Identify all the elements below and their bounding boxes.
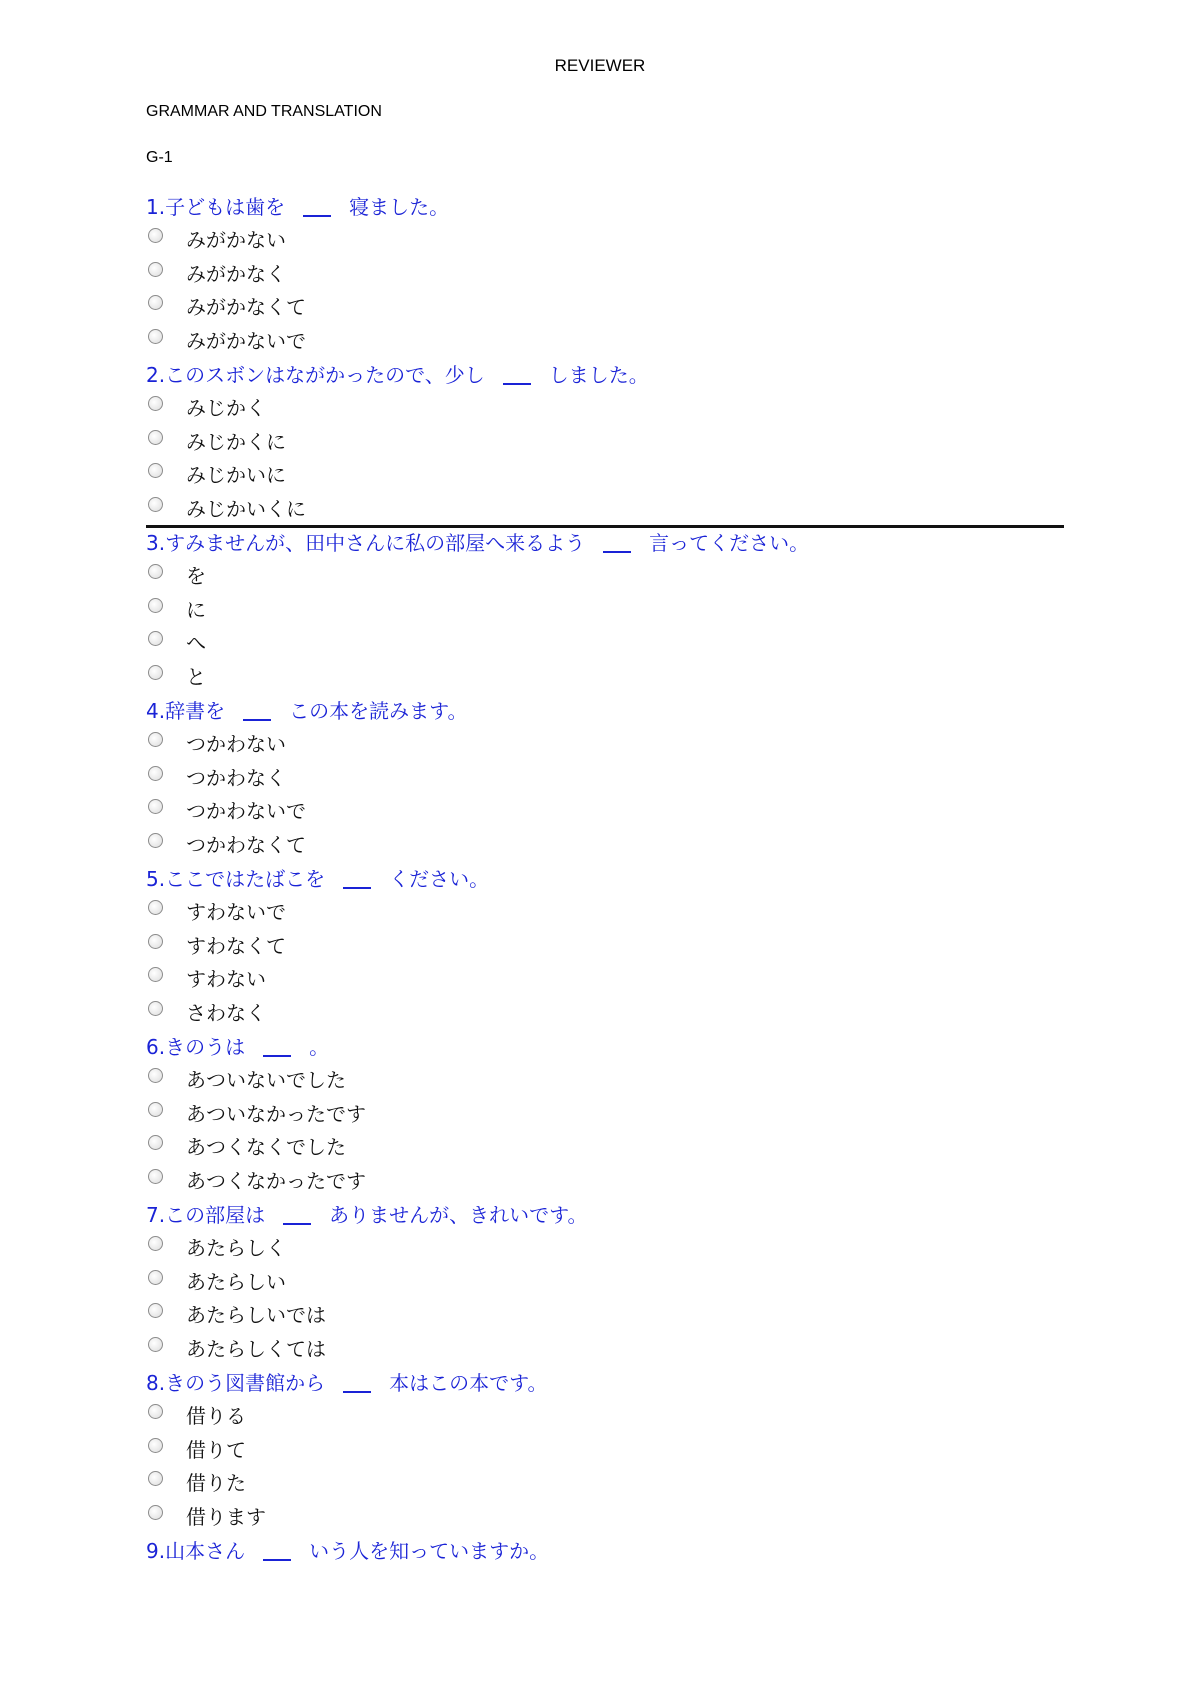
radio-button[interactable] bbox=[148, 732, 163, 747]
choice-label: つかわない bbox=[186, 732, 286, 756]
answer-blank bbox=[263, 1041, 291, 1057]
question-text-after: ください。 bbox=[389, 867, 490, 891]
answer-choice[interactable] bbox=[146, 325, 1066, 359]
question-number: 7. bbox=[146, 1203, 166, 1227]
radio-button[interactable] bbox=[148, 1505, 163, 1520]
question-1 bbox=[146, 190, 1066, 224]
choice-label: みじかく bbox=[186, 396, 266, 420]
radio-button[interactable] bbox=[148, 1471, 163, 1486]
question-8 bbox=[146, 1366, 1066, 1400]
choice-label: あつくなかったです bbox=[186, 1168, 366, 1193]
choice-label: すわないで bbox=[186, 900, 286, 924]
choice-label: みじかくに bbox=[186, 429, 286, 454]
answer-choice[interactable] bbox=[146, 1501, 1066, 1535]
choice-label: あたらしく bbox=[186, 1236, 286, 1260]
choice-label: へ bbox=[186, 631, 206, 655]
question-9 bbox=[146, 1534, 1066, 1568]
radio-button[interactable] bbox=[148, 1236, 163, 1251]
question-number: 6. bbox=[146, 1035, 166, 1059]
choice-label: と bbox=[186, 664, 206, 689]
answer-choice[interactable] bbox=[146, 1299, 1066, 1333]
question-number: 4. bbox=[146, 699, 166, 723]
question-4 bbox=[146, 694, 1066, 728]
answer-choice[interactable] bbox=[146, 930, 1066, 964]
radio-button[interactable] bbox=[148, 430, 163, 445]
answer-choice[interactable] bbox=[146, 426, 1066, 460]
answer-blank bbox=[243, 705, 271, 721]
question-text-after: 寝ました。 bbox=[349, 195, 450, 219]
radio-button[interactable] bbox=[148, 564, 163, 579]
radio-button[interactable] bbox=[148, 967, 163, 982]
choice-label: 借りて bbox=[186, 1437, 246, 1462]
choice-label: あつくなくでした bbox=[186, 1135, 346, 1159]
answer-choice[interactable] bbox=[146, 594, 1066, 628]
question-text-before: 山本さん bbox=[165, 1539, 246, 1563]
question-text-before: すみませんが、田中さんに私の部屋へ来るよう bbox=[165, 531, 586, 555]
answer-choice[interactable] bbox=[146, 1232, 1066, 1266]
choice-label: 借りた bbox=[186, 1471, 246, 1495]
radio-button[interactable] bbox=[148, 1001, 163, 1016]
answer-choice[interactable] bbox=[146, 896, 1066, 930]
radio-button[interactable] bbox=[148, 1102, 163, 1117]
choice-label: みがかないで bbox=[186, 328, 306, 353]
radio-button[interactable] bbox=[148, 1337, 163, 1352]
choice-label: みがかない bbox=[186, 228, 286, 252]
answer-choice[interactable] bbox=[146, 1165, 1066, 1199]
question-text-after: 本はこの本です。 bbox=[389, 1371, 548, 1395]
choice-label: を bbox=[186, 564, 206, 588]
question-3 bbox=[146, 526, 1066, 560]
answer-choice[interactable] bbox=[146, 560, 1066, 594]
answer-choice[interactable] bbox=[146, 1333, 1066, 1367]
question-text-before: きのうは bbox=[165, 1035, 246, 1059]
question-text-after: 。 bbox=[309, 1035, 330, 1059]
choice-label: あたらしいでは bbox=[186, 1303, 326, 1327]
answer-choice[interactable] bbox=[146, 392, 1066, 426]
answer-choice[interactable] bbox=[146, 963, 1066, 997]
answer-choice[interactable] bbox=[146, 1098, 1066, 1132]
answer-blank bbox=[603, 537, 631, 553]
question-number: 2. bbox=[146, 363, 166, 387]
radio-button[interactable] bbox=[148, 1303, 163, 1318]
radio-button[interactable] bbox=[148, 833, 163, 848]
section-heading: GRAMMAR AND TRANSLATION bbox=[146, 103, 382, 120]
question-text-before: きのう図書館から bbox=[165, 1371, 326, 1395]
question-5 bbox=[146, 862, 1066, 896]
choice-label: つかわなくて bbox=[186, 832, 306, 857]
choice-label: あついなかったです bbox=[186, 1101, 366, 1126]
choice-label: 借ります bbox=[186, 1504, 266, 1529]
answer-blank bbox=[503, 369, 531, 385]
choice-label: さわなく bbox=[186, 1000, 266, 1025]
radio-button[interactable] bbox=[148, 1270, 163, 1285]
choice-label: 借りる bbox=[186, 1404, 246, 1428]
question-number: 3. bbox=[146, 531, 166, 555]
answer-choice[interactable] bbox=[146, 627, 1066, 661]
question-number: 9. bbox=[146, 1539, 166, 1563]
choice-label: みがかなくて bbox=[186, 295, 306, 319]
question-text-before: 辞書を bbox=[165, 699, 226, 723]
radio-button[interactable] bbox=[148, 1169, 163, 1184]
question-text-after: ありませんが、きれいです。 bbox=[329, 1203, 588, 1227]
radio-button[interactable] bbox=[148, 295, 163, 310]
question-text-before: このスボンはながかったので、少し bbox=[165, 363, 485, 387]
radio-button[interactable] bbox=[148, 497, 163, 512]
choice-label: みがかなく bbox=[186, 261, 286, 286]
choice-label: あたらしい bbox=[186, 1269, 286, 1294]
radio-button[interactable] bbox=[148, 329, 163, 344]
choice-label: みじかいに bbox=[186, 463, 286, 487]
set-label: G-1 bbox=[146, 149, 173, 166]
radio-button[interactable] bbox=[148, 1068, 163, 1083]
question-2 bbox=[146, 358, 1066, 392]
answer-choice[interactable] bbox=[146, 1266, 1066, 1300]
answer-blank bbox=[303, 201, 331, 217]
answer-choice[interactable] bbox=[146, 762, 1066, 796]
question-text-before: ここではたばこを bbox=[165, 867, 326, 891]
radio-button[interactable] bbox=[148, 1404, 163, 1419]
choice-label: みじかいくに bbox=[186, 496, 306, 521]
choice-label: すわない bbox=[186, 967, 266, 991]
answer-choice[interactable] bbox=[146, 1467, 1066, 1501]
choice-label: つかわないで bbox=[186, 799, 306, 823]
answer-choice[interactable] bbox=[146, 661, 1066, 695]
answer-choice[interactable] bbox=[146, 291, 1066, 325]
question-number: 5. bbox=[146, 867, 166, 891]
answer-blank bbox=[283, 1209, 311, 1225]
answer-choice[interactable] bbox=[146, 1064, 1066, 1098]
answer-choice[interactable] bbox=[146, 1131, 1066, 1165]
question-text-before: 子どもは歯を bbox=[165, 195, 286, 219]
answer-choice[interactable] bbox=[146, 1434, 1066, 1468]
question-number: 1. bbox=[146, 195, 166, 219]
question-7 bbox=[146, 1198, 1066, 1232]
question-text-before: この部屋は bbox=[165, 1203, 266, 1227]
answer-blank bbox=[343, 1377, 371, 1393]
answer-blank bbox=[263, 1545, 291, 1561]
choice-label: つかわなく bbox=[186, 765, 286, 790]
answer-choice[interactable] bbox=[146, 829, 1066, 863]
answer-choice[interactable] bbox=[146, 459, 1066, 493]
document-title: REVIEWER bbox=[554, 56, 646, 75]
choice-label: すわなくて bbox=[186, 933, 286, 958]
question-list bbox=[146, 190, 1066, 1568]
answer-choice[interactable] bbox=[146, 795, 1066, 829]
answer-choice[interactable] bbox=[146, 997, 1066, 1031]
radio-button[interactable] bbox=[148, 262, 163, 277]
question-number: 8. bbox=[146, 1371, 166, 1395]
choice-label: あたらしくては bbox=[186, 1336, 326, 1361]
question-text-after: 言ってください。 bbox=[649, 531, 810, 555]
radio-button[interactable] bbox=[148, 900, 163, 915]
answer-blank bbox=[343, 873, 371, 889]
answer-choice[interactable] bbox=[146, 224, 1066, 258]
radio-button[interactable] bbox=[148, 228, 163, 243]
radio-button[interactable] bbox=[148, 799, 163, 814]
answer-choice[interactable] bbox=[146, 493, 1066, 527]
radio-button[interactable] bbox=[148, 1135, 163, 1150]
radio-button[interactable] bbox=[148, 934, 163, 949]
answer-choice[interactable] bbox=[146, 258, 1066, 292]
question-text-after: しました。 bbox=[548, 363, 649, 387]
radio-button[interactable] bbox=[148, 665, 163, 680]
answer-choice[interactable] bbox=[146, 728, 1066, 762]
radio-button[interactable] bbox=[148, 396, 163, 411]
choice-label: あついないでした bbox=[186, 1068, 346, 1092]
question-text-after: この本を読みます。 bbox=[289, 699, 468, 723]
radio-button[interactable] bbox=[148, 631, 163, 646]
radio-button[interactable] bbox=[148, 463, 163, 478]
question-text-after: いう人を知っていますか。 bbox=[309, 1539, 550, 1563]
radio-button[interactable] bbox=[148, 1438, 163, 1453]
question-6 bbox=[146, 1030, 1066, 1064]
choice-label: に bbox=[186, 597, 206, 622]
radio-button[interactable] bbox=[148, 598, 163, 613]
radio-button[interactable] bbox=[148, 766, 163, 781]
answer-choice[interactable] bbox=[146, 1400, 1066, 1434]
